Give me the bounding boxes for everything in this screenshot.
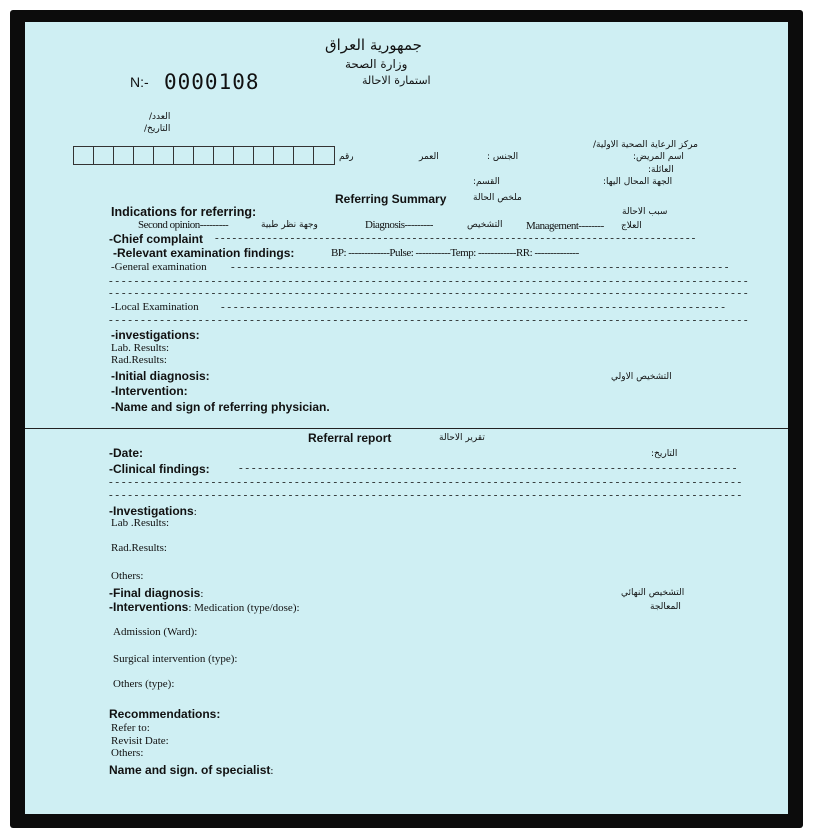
referral-report-ar: تقرير الاحالة <box>439 433 485 443</box>
initial-diagnosis-ar: التشخيص الاولي <box>611 372 672 382</box>
count-label: العدد/ <box>149 112 171 122</box>
revisit-date-label: Revisit Date: <box>111 735 169 747</box>
patient-name-label: اسم المريض: <box>633 152 684 162</box>
clinical-findings-label: -Clinical findings: <box>109 462 210 476</box>
final-diagnosis-ar: التشخيص النهائي <box>621 588 685 598</box>
referring-physician-sign-label: -Name and sign of referring physician. <box>111 400 330 414</box>
referral-form-page <box>25 22 788 814</box>
vitals-line: BP: -------------Pulse: -----------Temp: ------------RR: -------------- <box>331 247 579 259</box>
chief-complaint-label: -Chief complaint <box>109 232 204 246</box>
referring-summary-heading: Referring Summary <box>335 192 447 206</box>
diagnosis-option: Diagnosis--------- <box>365 219 433 231</box>
case-summary-ar: ملخص الحالة <box>473 193 522 203</box>
general-exam-line-1: - - - - - - - - - - - - - - - - - - - - - - - - - - - - - - - - - - - - - - - - - - - - - - - - - - - - - - - - - - - - - - - - - - - - - - - - - - - - - - <box>231 261 729 273</box>
chief-complaint-line: - - - - - - - - - - - - - - - - - - - - - - - - - - - - - - - - - - - - - - - - - - - - - - - - - - - - - - - - - - - - - - - - - - - - - - - - - - - - - - - - - - - <box>215 232 696 244</box>
report-investigations-colon: : <box>193 506 197 518</box>
general-exam-line-3: - - - - - - - - - - - - - - - - - - - - - - - - - - - - - - - - - - - - - - - - - - - - - - - - - - - - - - - - - - - - - - - - - - - - - - - - - - - - - - - - - - - - - - - - - - - - - - - - - - - - <box>109 287 748 299</box>
recommendation-others-label: Others: <box>111 747 144 759</box>
specialist-sign-label <box>109 761 273 779</box>
second-opinion-ar: وجهة نظر طبية <box>261 220 318 230</box>
treatment-ar: المعالجة <box>650 602 681 612</box>
clinical-findings-line-1: - - - - - - - - - - - - - - - - - - - - - - - - - - - - - - - - - - - - - - - - - - - - - - - - - - - - - - - - - - - - - - - - - - - - - - - - - - - - - - <box>239 462 737 474</box>
clinical-findings-line-2: - - - - - - - - - - - - - - - - - - - - - - - - - - - - - - - - - - - - - - - - - - - - - - - - - - - - - - - - - - - - - - - - - - - - - - - - - - - - - - - - - - - - - - - - - - - - - - - - - - - <box>109 476 742 488</box>
final-diagnosis-text: -Final diagnosis <box>109 586 201 600</box>
age-label: العمر <box>419 152 439 162</box>
report-date-ar: التاريخ: <box>651 449 678 459</box>
local-exam-line-2: - - - - - - - - - - - - - - - - - - - - - - - - - - - - - - - - - - - - - - - - - - - - - - - - - - - - - - - - - - - - - - - - - - - - - - - - - - - - - - - - - - - - - - - - - - - - - - - - - - - - <box>109 314 748 326</box>
general-exam-label: -General examination <box>111 261 207 273</box>
date-label: التاريخ/ <box>144 124 171 134</box>
local-exam-line-1: - - - - - - - - - - - - - - - - - - - - - - - - - - - - - - - - - - - - - - - - - - - - - - - - - - - - - - - - - - - - - - - - - - - - - - - - - - - - - - - <box>221 301 725 313</box>
id-number-boxes[interactable] <box>73 146 335 165</box>
phc-center-label: مركز الرعاية الصحية الاولية/ <box>593 140 698 150</box>
management-option: Management-------- <box>526 220 604 232</box>
relevant-findings-label: -Relevant examination findings: <box>113 246 295 260</box>
recommendations-label: Recommendations: <box>109 707 221 721</box>
local-exam-label: -Local Examination <box>111 301 199 313</box>
gender-label: الجنس : <box>487 152 519 162</box>
number-ar-label: رقم <box>339 152 354 162</box>
republic-title: جمهورية العراق <box>325 36 422 54</box>
form-number: 0000108 <box>164 70 260 94</box>
interventions-text: -Interventions <box>109 600 189 614</box>
specialist-sign-text: Name and sign. of specialist <box>109 763 271 777</box>
rad-results-label: Rad.Results: <box>111 354 167 366</box>
report-others-label: Others: <box>111 570 144 582</box>
specialist-sign-colon: : <box>270 765 274 777</box>
form-title: استمارة الاحالة <box>362 74 431 87</box>
report-investigations-text: -Investigations <box>109 504 194 518</box>
section-divider <box>25 428 788 429</box>
others-type-label: Others (type): <box>113 678 175 690</box>
referred-to-label: الجهة المحال اليها: <box>603 177 673 187</box>
second-opinion-option: Second opinion--------- <box>138 219 229 231</box>
number-label: N:- <box>130 74 149 90</box>
department-label: القسم: <box>473 177 500 187</box>
final-diagnosis-colon: : <box>200 588 204 600</box>
intervention-label: -Intervention: <box>111 384 188 398</box>
indications-label: Indications for referring: <box>111 205 257 219</box>
general-exam-line-2: - - - - - - - - - - - - - - - - - - - - - - - - - - - - - - - - - - - - - - - - - - - - - - - - - - - - - - - - - - - - - - - - - - - - - - - - - - - - - - - - - - - - - - - - - - - - - - - - - - - - <box>109 275 748 287</box>
cause-ar: سبب الاحالة <box>622 207 668 217</box>
refer-to-label: Refer to: <box>111 722 150 734</box>
family-label: العائلة: <box>648 165 674 175</box>
lab-results-label: Lab. Results: <box>111 342 170 354</box>
initial-diagnosis-label: -Initial diagnosis: <box>111 369 210 383</box>
investigations-label: -investigations: <box>111 328 200 342</box>
referral-report-heading: Referral report <box>308 431 392 445</box>
surgical-intervention-label: Surgical intervention (type): <box>113 653 238 665</box>
report-rad-results-label: Rad.Results: <box>111 542 167 554</box>
report-lab-results-label: Lab .Results: <box>111 517 170 529</box>
diagnosis-ar: التشخيص <box>467 220 503 230</box>
interventions-label <box>109 598 300 616</box>
report-date-label: -Date: <box>109 446 144 460</box>
clinical-findings-line-3: - - - - - - - - - - - - - - - - - - - - - - - - - - - - - - - - - - - - - - - - - - - - - - - - - - - - - - - - - - - - - - - - - - - - - - - - - - - - - - - - - - - - - - - - - - - - - - - - - - - <box>109 489 742 501</box>
ministry-title: وزارة الصحة <box>345 57 408 71</box>
admission-label: Admission (Ward): <box>113 626 198 638</box>
medication-label: : Medication (type/dose): <box>188 602 300 614</box>
management-ar: العلاج <box>621 221 642 231</box>
